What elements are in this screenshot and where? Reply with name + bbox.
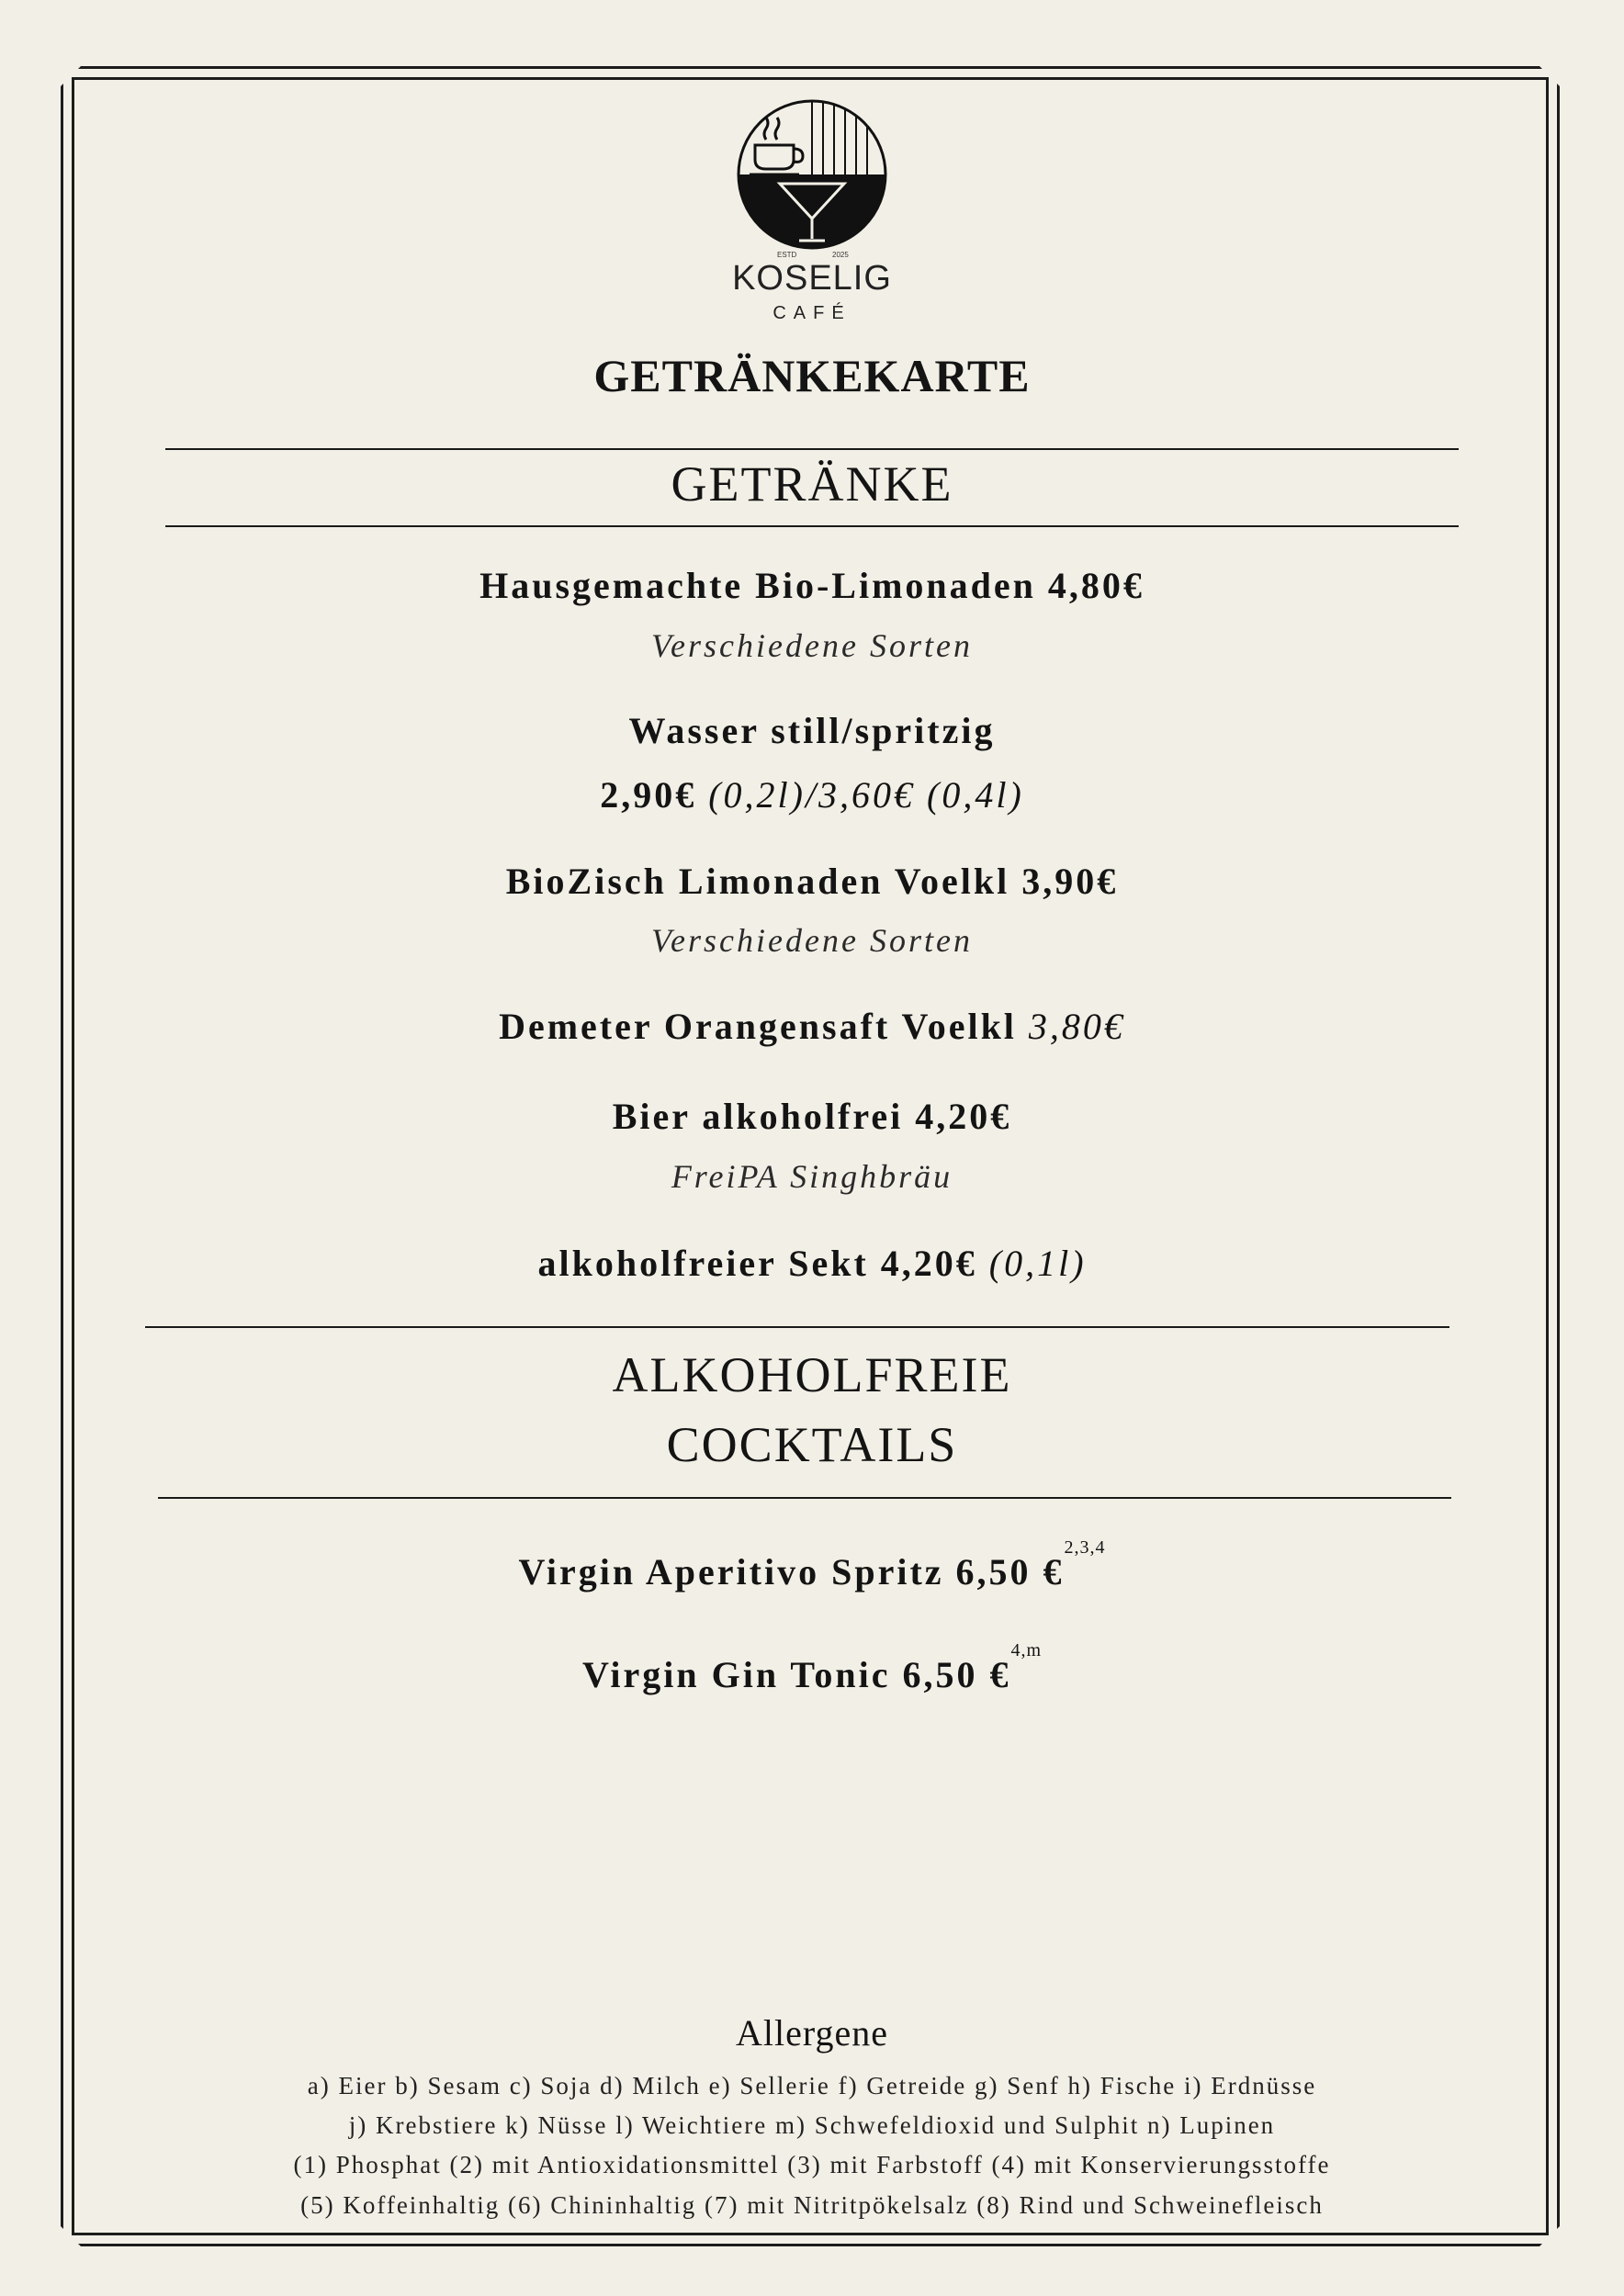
logo-name: KOSELIG: [732, 259, 892, 298]
menu-item-name: Wasser still/spritzig: [628, 710, 996, 751]
logo-year: 2025: [832, 251, 849, 259]
allergen-line: j) Krebstiere k) Nüsse l) Weichtiere m) Schwefeldioxid und Sulphit n) Lupinen: [348, 2111, 1276, 2139]
allergen-line: (5) Koffeinhaltig (6) Chininhaltig (7) mit Nitritpökelsalz (8) Rind und Schweinefleisch: [300, 2191, 1324, 2219]
divider: [145, 1326, 1449, 1328]
allergen-line: (1) Phosphat (2) mit Antioxidationsmittel (3) mit Farbstoff (4) mit Konservierungsstoffe: [293, 2151, 1331, 2178]
divider: [158, 1497, 1451, 1499]
allergen-line: a) Eier b) Sesam c) Soja d) Milch e) Sellerie f) Getreide g) Senf h) Fische i) Erdnüsse: [307, 2072, 1317, 2099]
page-title: GETRÄNKEKARTE: [593, 350, 1031, 401]
allergen-note: 4,m: [1010, 1640, 1043, 1660]
menu-item-name: Virgin Gin Tonic 6,50 €$^{4,m}$: [581, 1640, 1043, 1695]
menu-item-description: Verschiedene Sorten: [651, 922, 973, 959]
menu-item-price: 2,90€ (0,2l)/3,60€ (0,4l): [600, 774, 1024, 816]
menu-item-name: Hausgemachte Bio-Limonaden 4,80€: [479, 565, 1145, 606]
menu-item-name: BioZisch Limonaden Voelkl 3,90€: [505, 861, 1119, 902]
divider: [165, 448, 1459, 450]
section-title-cocktails-line1: ALKOHOLFREIE: [612, 1347, 1012, 1402]
menu-item-description: FreiPA Singhbräu: [671, 1158, 953, 1195]
menu-item-name: Bier alkoholfrei 4,20€: [612, 1096, 1012, 1137]
menu-item-description: Verschiedene Sorten: [651, 627, 973, 664]
menu-item-name: alkoholfreier Sekt 4,20€ (0,1l): [537, 1243, 1087, 1284]
allergen-title: Allergene: [736, 2012, 888, 2054]
section-title-cocktails-line2: COCKTAILS: [666, 1417, 958, 1472]
logo-estd: ESTD: [777, 251, 797, 259]
logo-sub: CAFÉ: [773, 303, 851, 323]
allergen-note: 2,3,4: [1064, 1537, 1106, 1558]
menu-item-name: Demeter Orangensaft Voelkl 3,80€: [499, 1006, 1125, 1047]
menu-item-name: Virgin Aperitivo Spritz 6,50 €$^{2,3,4}$: [518, 1537, 1106, 1593]
divider: [165, 525, 1459, 527]
section-title-getraenke: GETRÄNKE: [671, 456, 953, 512]
